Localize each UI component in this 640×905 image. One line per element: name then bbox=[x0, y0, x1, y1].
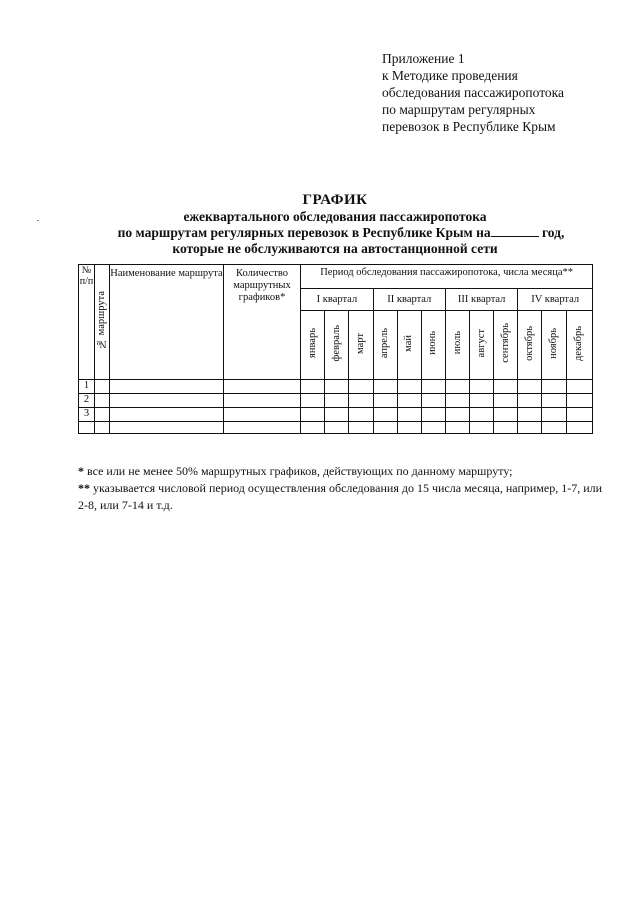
table-cell bbox=[110, 408, 224, 422]
month-cell bbox=[518, 311, 542, 380]
table-cell bbox=[445, 408, 469, 422]
month-cell bbox=[349, 311, 373, 380]
table-cell bbox=[566, 394, 592, 408]
row-number bbox=[79, 422, 95, 434]
month-cell bbox=[470, 311, 494, 380]
month-cell bbox=[566, 311, 592, 380]
month-label: август bbox=[475, 328, 487, 358]
table-cell bbox=[518, 422, 542, 434]
table-cell bbox=[470, 380, 494, 394]
table-cell bbox=[518, 394, 542, 408]
table-cell bbox=[301, 380, 325, 394]
table-cell bbox=[470, 422, 494, 434]
month-cell bbox=[325, 311, 349, 380]
table-cell bbox=[95, 380, 110, 394]
title-line-3-end: год, bbox=[541, 225, 565, 240]
header-schedules bbox=[223, 265, 300, 380]
table-cell bbox=[110, 394, 224, 408]
month-label: июль bbox=[451, 331, 463, 355]
row-number: 3 bbox=[79, 408, 95, 422]
table-cell bbox=[349, 408, 373, 422]
title-line-4: которые не обслуживаются на автостанционной сети bbox=[172, 241, 498, 256]
table-cell bbox=[445, 380, 469, 394]
table-cell bbox=[494, 394, 518, 408]
month-label: апрель bbox=[379, 327, 391, 359]
table-cell bbox=[349, 422, 373, 434]
table-cell bbox=[95, 408, 110, 422]
row-number: 2 bbox=[79, 394, 95, 408]
header-route-num bbox=[95, 265, 110, 380]
table-cell bbox=[110, 422, 224, 434]
table-cell bbox=[421, 380, 445, 394]
quarter-2: II квартал bbox=[373, 289, 445, 311]
table-cell bbox=[566, 380, 592, 394]
year-blank bbox=[491, 225, 539, 237]
month-cell bbox=[373, 311, 397, 380]
month-label: февраль bbox=[330, 324, 342, 362]
header-period-label: Период обследования пассажиропотока, числа месяца** bbox=[320, 267, 573, 278]
table-cell bbox=[542, 380, 566, 394]
footnote-1 bbox=[78, 463, 603, 480]
table-cell bbox=[542, 394, 566, 408]
document-title bbox=[40, 192, 630, 257]
footnote-1-text: все или не менее 50% маршрутных графиков, действующих по данному маршруту; bbox=[84, 464, 513, 478]
title-line-3-start: по маршрутам регулярных перевозок в Республике Крым на bbox=[117, 225, 491, 240]
table-cell bbox=[223, 422, 300, 434]
table-cell bbox=[566, 408, 592, 422]
table-cell bbox=[223, 394, 300, 408]
table-cell bbox=[110, 380, 224, 394]
appendix-line: Приложение 1 bbox=[382, 51, 465, 66]
appendix-line: обследования пассажиропотока bbox=[382, 85, 565, 100]
quarter-1: I квартал bbox=[301, 289, 373, 311]
appendix-note bbox=[382, 50, 632, 135]
table-cell bbox=[223, 408, 300, 422]
month-cell bbox=[542, 311, 566, 380]
header-route-name-label: Наименование маршрута bbox=[110, 268, 223, 279]
table-cell bbox=[373, 394, 397, 408]
table-cell bbox=[325, 380, 349, 394]
table-cell bbox=[445, 422, 469, 434]
table-cell bbox=[95, 422, 110, 434]
table-cell bbox=[325, 408, 349, 422]
table-row bbox=[79, 394, 593, 408]
footnote-2 bbox=[78, 480, 603, 514]
table-cell bbox=[421, 394, 445, 408]
row-number: 1 bbox=[79, 380, 95, 394]
header-num-label: № п/п bbox=[79, 265, 94, 287]
table-cell bbox=[95, 394, 110, 408]
appendix-line: перевозок в Республике Крым bbox=[382, 119, 556, 134]
table-cell bbox=[445, 394, 469, 408]
quarter-3: III квартал bbox=[445, 289, 517, 311]
table-cell bbox=[494, 422, 518, 434]
footnotes bbox=[78, 463, 603, 514]
month-label: декабрь bbox=[573, 325, 585, 361]
table-cell bbox=[301, 408, 325, 422]
title-line-2: ежеквартального обследования пассажиропотока bbox=[183, 209, 487, 224]
appendix-line: по маршрутам регулярных bbox=[382, 102, 536, 117]
title-line-3 bbox=[40, 225, 630, 241]
footnote-2-text: указывается числовой период осуществления обследования до 15 числа месяца, например, 1-7, или 2-8, или 7-14 и т.д. bbox=[78, 481, 603, 512]
table-cell bbox=[470, 394, 494, 408]
table-cell bbox=[397, 422, 421, 434]
header-route-name bbox=[110, 265, 224, 380]
month-cell bbox=[421, 311, 445, 380]
table-cell bbox=[421, 408, 445, 422]
table-cell bbox=[566, 422, 592, 434]
table-cell bbox=[223, 380, 300, 394]
month-cell bbox=[445, 311, 469, 380]
table-cell bbox=[470, 408, 494, 422]
quarter-4: IV квартал bbox=[518, 289, 593, 311]
table-row bbox=[79, 422, 593, 434]
schedule-table bbox=[78, 264, 593, 434]
table-cell bbox=[325, 394, 349, 408]
month-cell bbox=[301, 311, 325, 380]
table-cell bbox=[373, 380, 397, 394]
footnote-1-mark: * bbox=[78, 464, 84, 478]
table-cell bbox=[494, 380, 518, 394]
month-label: октябрь bbox=[523, 325, 535, 361]
table-row bbox=[79, 380, 593, 394]
header-period bbox=[301, 265, 593, 289]
month-label: ноябрь bbox=[548, 327, 560, 359]
scan-speck bbox=[37, 220, 39, 221]
month-cell bbox=[494, 311, 518, 380]
title-heading: ГРАФИК bbox=[302, 192, 368, 208]
header-schedules-label: Количество маршрутных графиков* bbox=[233, 268, 291, 303]
month-label: март bbox=[355, 332, 367, 354]
footnote-2-mark: ** bbox=[78, 481, 90, 495]
table-cell bbox=[325, 422, 349, 434]
table-cell bbox=[518, 408, 542, 422]
table-cell bbox=[518, 380, 542, 394]
month-cell bbox=[397, 311, 421, 380]
table-cell bbox=[397, 380, 421, 394]
month-label: июнь bbox=[427, 331, 439, 355]
header-num bbox=[79, 265, 95, 380]
month-label: январь bbox=[306, 328, 318, 358]
table-cell bbox=[349, 380, 373, 394]
table-cell bbox=[494, 408, 518, 422]
appendix-line: к Методике проведения bbox=[382, 68, 518, 83]
table-cell bbox=[397, 408, 421, 422]
header-route-num-label: № маршрута bbox=[96, 291, 108, 349]
table-cell bbox=[373, 408, 397, 422]
table-cell bbox=[373, 422, 397, 434]
table-cell bbox=[397, 394, 421, 408]
table-row bbox=[79, 408, 593, 422]
table-cell bbox=[542, 408, 566, 422]
table-cell bbox=[349, 394, 373, 408]
table-cell bbox=[301, 394, 325, 408]
table-cell bbox=[542, 422, 566, 434]
month-label: май bbox=[403, 334, 415, 352]
table-cell bbox=[421, 422, 445, 434]
month-label: сентябрь bbox=[499, 323, 511, 363]
table-cell bbox=[301, 422, 325, 434]
